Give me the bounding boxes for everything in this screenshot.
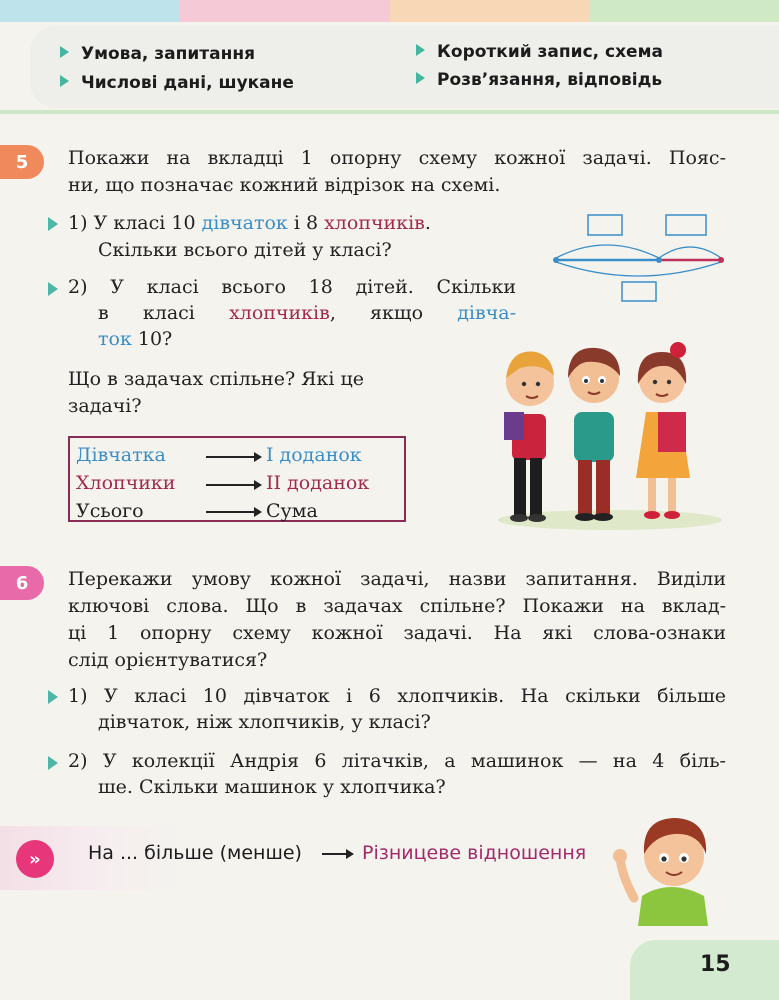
boy-with-book (504, 352, 554, 522)
top-color-strip (0, 0, 779, 22)
bullet-arrow-icon (48, 217, 58, 231)
children-illustration (490, 328, 730, 530)
header-item-scheme: Короткий запис, схема (416, 42, 663, 62)
task-number-badge: 5 (0, 145, 44, 179)
chevron-right-icon (416, 44, 425, 56)
header-item-data: Числові дані, шукане (60, 73, 294, 93)
task5-problem2-line2: в класі хлопчиків, якщо дівча- (98, 302, 516, 324)
chevron-right-icon (416, 72, 425, 84)
task6-problem2-line1: 2) У колекції Андрія 6 літачків, а машинок — на 4 біль- (68, 750, 726, 772)
task5-intro-line2: ни, що позначає кожний відрізок на схемі. (68, 174, 501, 196)
scheme-point (553, 257, 559, 263)
task5-question-line1: Що в задачах спільне? Які це (68, 368, 364, 390)
scheme-brace-girls (556, 245, 659, 258)
chevron-right-icon (60, 75, 69, 87)
header-band (30, 26, 779, 108)
terms-table (68, 436, 406, 522)
task6-intro-line4: слід орієнтуватися? (68, 649, 268, 671)
terms-row-total-label: Усього (76, 500, 144, 522)
task-number-badge: 6 (0, 566, 44, 600)
terms-row-boys-label: Хлопчики (76, 472, 176, 494)
header-item-solution: Розв’язання, відповідь (416, 70, 662, 90)
bullet-arrow-icon (48, 756, 58, 770)
scheme-box-girls (588, 215, 622, 235)
arrow-right-icon (206, 511, 260, 513)
scheme-brace-boys (659, 247, 721, 258)
rule-meaning: Різницеве відношення (362, 842, 587, 864)
chevron-right-icon (60, 46, 69, 58)
arrow-right-icon (206, 484, 260, 486)
terms-row-girls-label: Дівчатка (76, 444, 166, 466)
task5-problem1-line1: 1) У класі 10 дівчаток і 8 хлопчиків. (68, 212, 431, 234)
task6-problem1-line1: 1) У класі 10 дівчаток і 6 хлопчиків. На скільки більше (68, 685, 726, 707)
task6-intro-line1: Перекажи умову кожної задачі, назви запитання. Виділи (68, 568, 726, 590)
task6-problem1-line2: дівчаток, ніж хлопчиків, у класі? (98, 711, 431, 733)
terms-row-boys-value: II доданок (266, 472, 370, 494)
waving-boy-illustration (612, 806, 730, 926)
page-number: 15 (700, 952, 731, 977)
boy-in-green-shirt (568, 348, 620, 521)
scheme-point (656, 257, 662, 263)
scheme-brace-total (556, 262, 721, 276)
segment-scheme-diagram (548, 210, 728, 305)
arrow-right-icon (206, 456, 260, 458)
header-item-condition: Умова, запитання (60, 44, 255, 64)
task6-intro-line3: ці 1 опорну схему кожної задачі. На які слова-ознаки (68, 622, 726, 644)
terms-row-girls-value: I доданок (266, 444, 362, 466)
scheme-point (718, 257, 724, 263)
bullet-arrow-icon (48, 282, 58, 296)
task6-problem2-line2: ше. Скільки машинок у хлопчика? (98, 776, 446, 798)
rule-keyword: На ... більше (менше) (88, 842, 302, 864)
girl-with-book (636, 342, 690, 519)
task5-question-line2: задачі? (68, 395, 142, 417)
scheme-box-boys (666, 215, 706, 235)
terms-row-total-value: Сума (266, 500, 318, 522)
task5-problem2-line3: ток 10? (98, 328, 173, 350)
task6-intro-line2: ключові слова. Що в задачах спільне? Покажи на вклад- (68, 595, 726, 617)
bullet-arrow-icon (48, 690, 58, 704)
header-divider (0, 110, 779, 114)
scheme-box-total (622, 282, 656, 301)
task5-problem2-line1: 2) У класі всього 18 дітей. Скільки (68, 276, 516, 298)
task5-problem1-line2: Скільки всього дітей у класі? (98, 239, 392, 261)
double-chevron-icon: » (16, 840, 54, 878)
task5-intro-line1: Покажи на вкладці 1 опорну схему кожної задачі. Пояс- (68, 147, 726, 169)
arrow-right-icon (322, 853, 352, 855)
